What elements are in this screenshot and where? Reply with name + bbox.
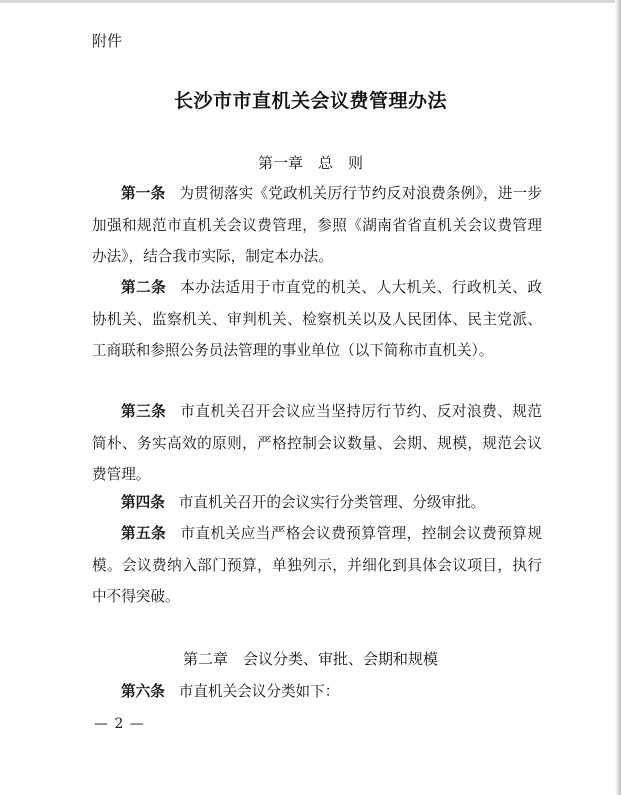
article-label: 第一条: [121, 185, 166, 202]
article-text: 为贯彻落实《党政机关厉行节约反对浪费条例》，进一步加强和规范市直机关会议费管理，参照《湖南省省直机关会议费管理办法》，结合我市实际，制定本办法。: [92, 185, 542, 265]
article-text: 市直机关会议分类如下：: [178, 683, 340, 700]
page-number: — 2 —: [94, 716, 145, 732]
document-title: 长沙市市直机关会议费管理办法: [173, 90, 447, 112]
article-5: [92, 518, 542, 613]
article-text: 市直机关召开会议应当坚持厉行节约、反对浪费、规范简朴、务实高效的原则，严格控制会议数量、会期、规模，规范会议费管理。: [92, 403, 542, 483]
scan-edge-top: [0, 0, 621, 3]
article-6: [92, 676, 542, 708]
article-2: [92, 272, 542, 367]
article-text: 市直机关应当严格会议费预算管理，控制会议费预算规模。会议费纳入部门预算，单独列示，并细化到具体会议项目，执行中不得突破。: [92, 525, 542, 605]
attachment-label: 附件: [92, 32, 123, 50]
article-label: 第二条: [121, 279, 167, 296]
article-label: 第四条: [121, 494, 165, 511]
article-3: [92, 396, 542, 491]
article-text: 市直机关召开的会议实行分类管理、分级审批。: [178, 494, 486, 511]
article-4: [92, 487, 542, 519]
article-text: 本办法适用于市直党的机关、人大机关、行政机关、政协机关、监察机关、审判机关、检察机关以及人民团体、民主党派、工商联和参照公务员法管理的事业单位（以下简称市直机关）。: [92, 279, 542, 359]
chapter-heading-2: 第二章 会议分类、审批、会期和规模: [182, 650, 438, 668]
article-1: [92, 178, 542, 273]
article-label: 第五条: [121, 525, 167, 542]
article-label: 第六条: [121, 683, 165, 700]
article-label: 第三条: [121, 403, 167, 420]
chapter-heading-1: 第一章 总 则: [257, 154, 363, 172]
scan-edge-right: [615, 0, 621, 795]
